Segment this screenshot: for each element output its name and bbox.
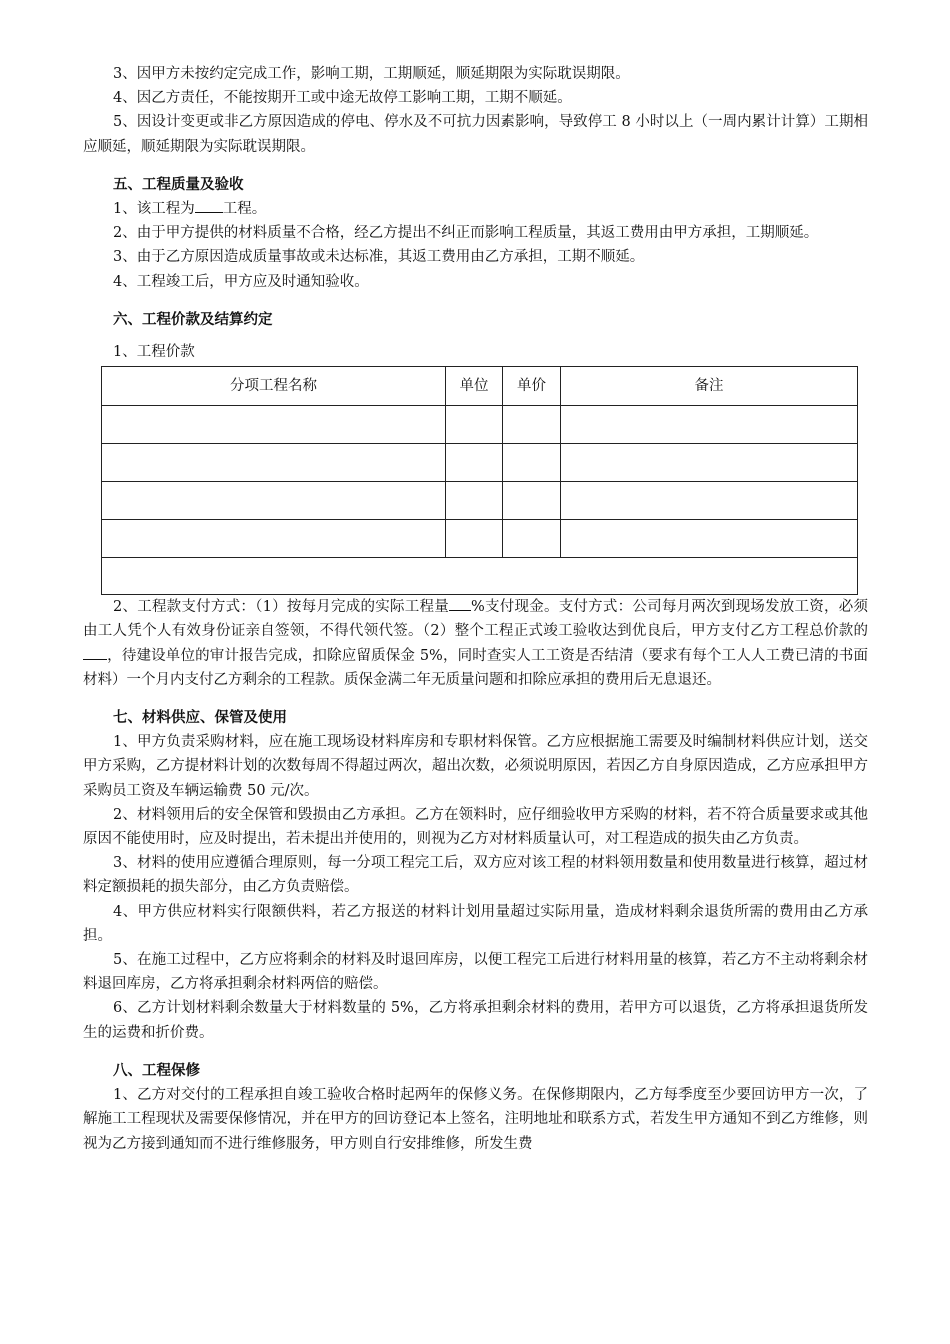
clause-5-1-text-b: 工程。 <box>222 201 267 218</box>
clause-8-1: 1、乙方对交付的工程承担自竣工验收合格时起两年的保修义务。在保修期限内，乙方每季度至少要回访甲方一次，了解施工工程现状及需要保修情况，并在甲方的回访登记本上签名，注明地址和联系方式，若发生甲方通知不到乙方维修，则视为乙方接到通知而不进行维修服务，甲方则自行安排维修，所发生费 <box>83 1087 868 1152</box>
clause-6-2-text-c: ，待建设单位的审计报告完成，扣除应留质保金 5%，同时查实人工工资是否结清（要求有每个工人人工费已清的书面材料）一个月内支付乙方剩余的工程款。质保金满二年无质量问题和扣除应承担的费用后无息退还。 <box>83 647 868 688</box>
table-total-cell[interactable] <box>102 558 858 595</box>
price-table-header-row <box>102 367 858 406</box>
table-cell[interactable] <box>446 482 503 520</box>
blank-total-ratio <box>83 645 107 660</box>
clause-6-2-text-b: %支付现金。支付方式：公司每月两次到现场发放工资，必须由工人凭个人有效身份证亲自签领，不得代领代签。（2）整个工程正式竣工验收达到优良后，甲方支付乙方工程总价款的 <box>83 599 868 640</box>
clause-7-4: 4、甲方供应材料实行限额供料，若乙方报送的材料计划用量超过实际用量，造成材料剩余退货所需的费用由乙方承担。 <box>83 903 868 944</box>
col-remarks: 备注 <box>561 367 858 406</box>
clause-4-3: 3、因甲方未按约定完成工作，影响工期，工期顺延，顺延期限为实际耽误期限。 <box>113 66 630 82</box>
table-cell[interactable] <box>503 520 561 558</box>
clause-6-1: 1、工程价款 <box>113 344 195 361</box>
table-cell[interactable] <box>102 520 446 558</box>
clause-7-2: 2、材料领用后的安全保管和毁损由乙方承担。乙方在领料时，应仔细验收甲方采购的材料，若不符合质量要求或其他原因不能使用时，应及时提出，若未提出并使用的，则视为乙方对材料质量认可，对工程造成的损失由乙方负责。 <box>83 806 868 848</box>
table-cell[interactable] <box>561 482 858 520</box>
table-row <box>102 444 858 482</box>
section-5-heading: 五、工程质量及验收 <box>113 176 244 193</box>
clause-5-1 <box>83 197 868 221</box>
section-6-heading: 六、工程价款及结算约定 <box>113 311 273 328</box>
clause-7-1: 1、甲方负责采购材料，应在施工现场设材料库房和专职材料保管。乙方应根据施工需要及时编制材料供应计划，送交甲方采购，乙方提材料计划的次数每周不得超过两次，超出次数，必须说明原因，若因乙方自身原因造成，乙方应承担甲方采购员工资及车辆运输费 50 元/次。 <box>83 734 868 799</box>
col-item-name: 分项工程名称 <box>102 367 446 406</box>
table-row <box>102 520 858 558</box>
table-row <box>102 482 858 520</box>
table-cell[interactable] <box>561 406 858 444</box>
table-cell[interactable] <box>503 482 561 520</box>
clause-5-2: 2、由于甲方提供的材料质量不合格，经乙方提出不纠正而影响工程质量，其返工费用由甲方承担，工期顺延。 <box>113 225 819 242</box>
table-total-row <box>102 558 858 595</box>
table-cell[interactable] <box>102 406 446 444</box>
table-cell[interactable] <box>446 444 503 482</box>
table-cell[interactable] <box>446 406 503 444</box>
table-cell[interactable] <box>561 444 858 482</box>
table-cell[interactable] <box>102 444 446 482</box>
table-cell[interactable] <box>102 482 446 520</box>
table-cell[interactable] <box>561 520 858 558</box>
clause-5-1-text-a: 1、该工程为 <box>113 201 195 218</box>
clause-7-6: 6、乙方计划材料剩余数量大于材料数量的 5%，乙方将承担剩余材料的费用，若甲方可以退货，乙方将承担退货所发生的运费和折价费。 <box>83 1000 868 1041</box>
price-table <box>101 366 858 595</box>
clause-7-3: 3、材料的使用应遵循合理原则，每一分项工程完工后，双方应对该工程的材料领用数量和使用数量进行核算，超过材料定额损耗的损失部分，由乙方负责赔偿。 <box>83 855 868 896</box>
col-unit: 单位 <box>446 367 503 406</box>
clause-6-2-text-a: 2、工程款支付方式：（1）按每月完成的实际工程量 <box>113 599 449 616</box>
table-cell[interactable] <box>503 406 561 444</box>
clause-4-4: 4、因乙方责任，不能按期开工或中途无故停工影响工期，工期不顺延。 <box>113 90 572 107</box>
clause-6-2 <box>83 595 868 692</box>
table-row <box>102 406 858 444</box>
contract-page <box>83 62 868 1156</box>
clause-5-4: 4、工程竣工后，甲方应及时通知验收。 <box>113 273 369 290</box>
col-unit-price: 单价 <box>503 367 561 406</box>
clause-5-3: 3、由于乙方原因造成质量事故或未达标准，其返工费用由乙方承担，工期不顺延。 <box>113 249 645 266</box>
table-cell[interactable] <box>446 520 503 558</box>
blank-project-type <box>195 198 223 213</box>
section-8-heading: 八、工程保修 <box>113 1062 200 1079</box>
table-cell[interactable] <box>503 444 561 482</box>
clause-4-5: 5、因设计变更或非乙方原因造成的停电、停水及不可抗力因素影响，导致停工 8 小时以上（一周内累计计算）工期相应顺延，顺延期限为实际耽误期限。 <box>83 114 868 155</box>
blank-percent <box>449 596 471 611</box>
section-7-heading: 七、材料供应、保管及使用 <box>113 710 287 727</box>
clause-7-5: 5、在施工过程中，乙方应将剩余的材料及时退回库房，以便工程完工后进行材料用量的核算，若乙方不主动将剩余材料退回库房，乙方将承担剩余材料两倍的赔偿。 <box>83 952 868 993</box>
